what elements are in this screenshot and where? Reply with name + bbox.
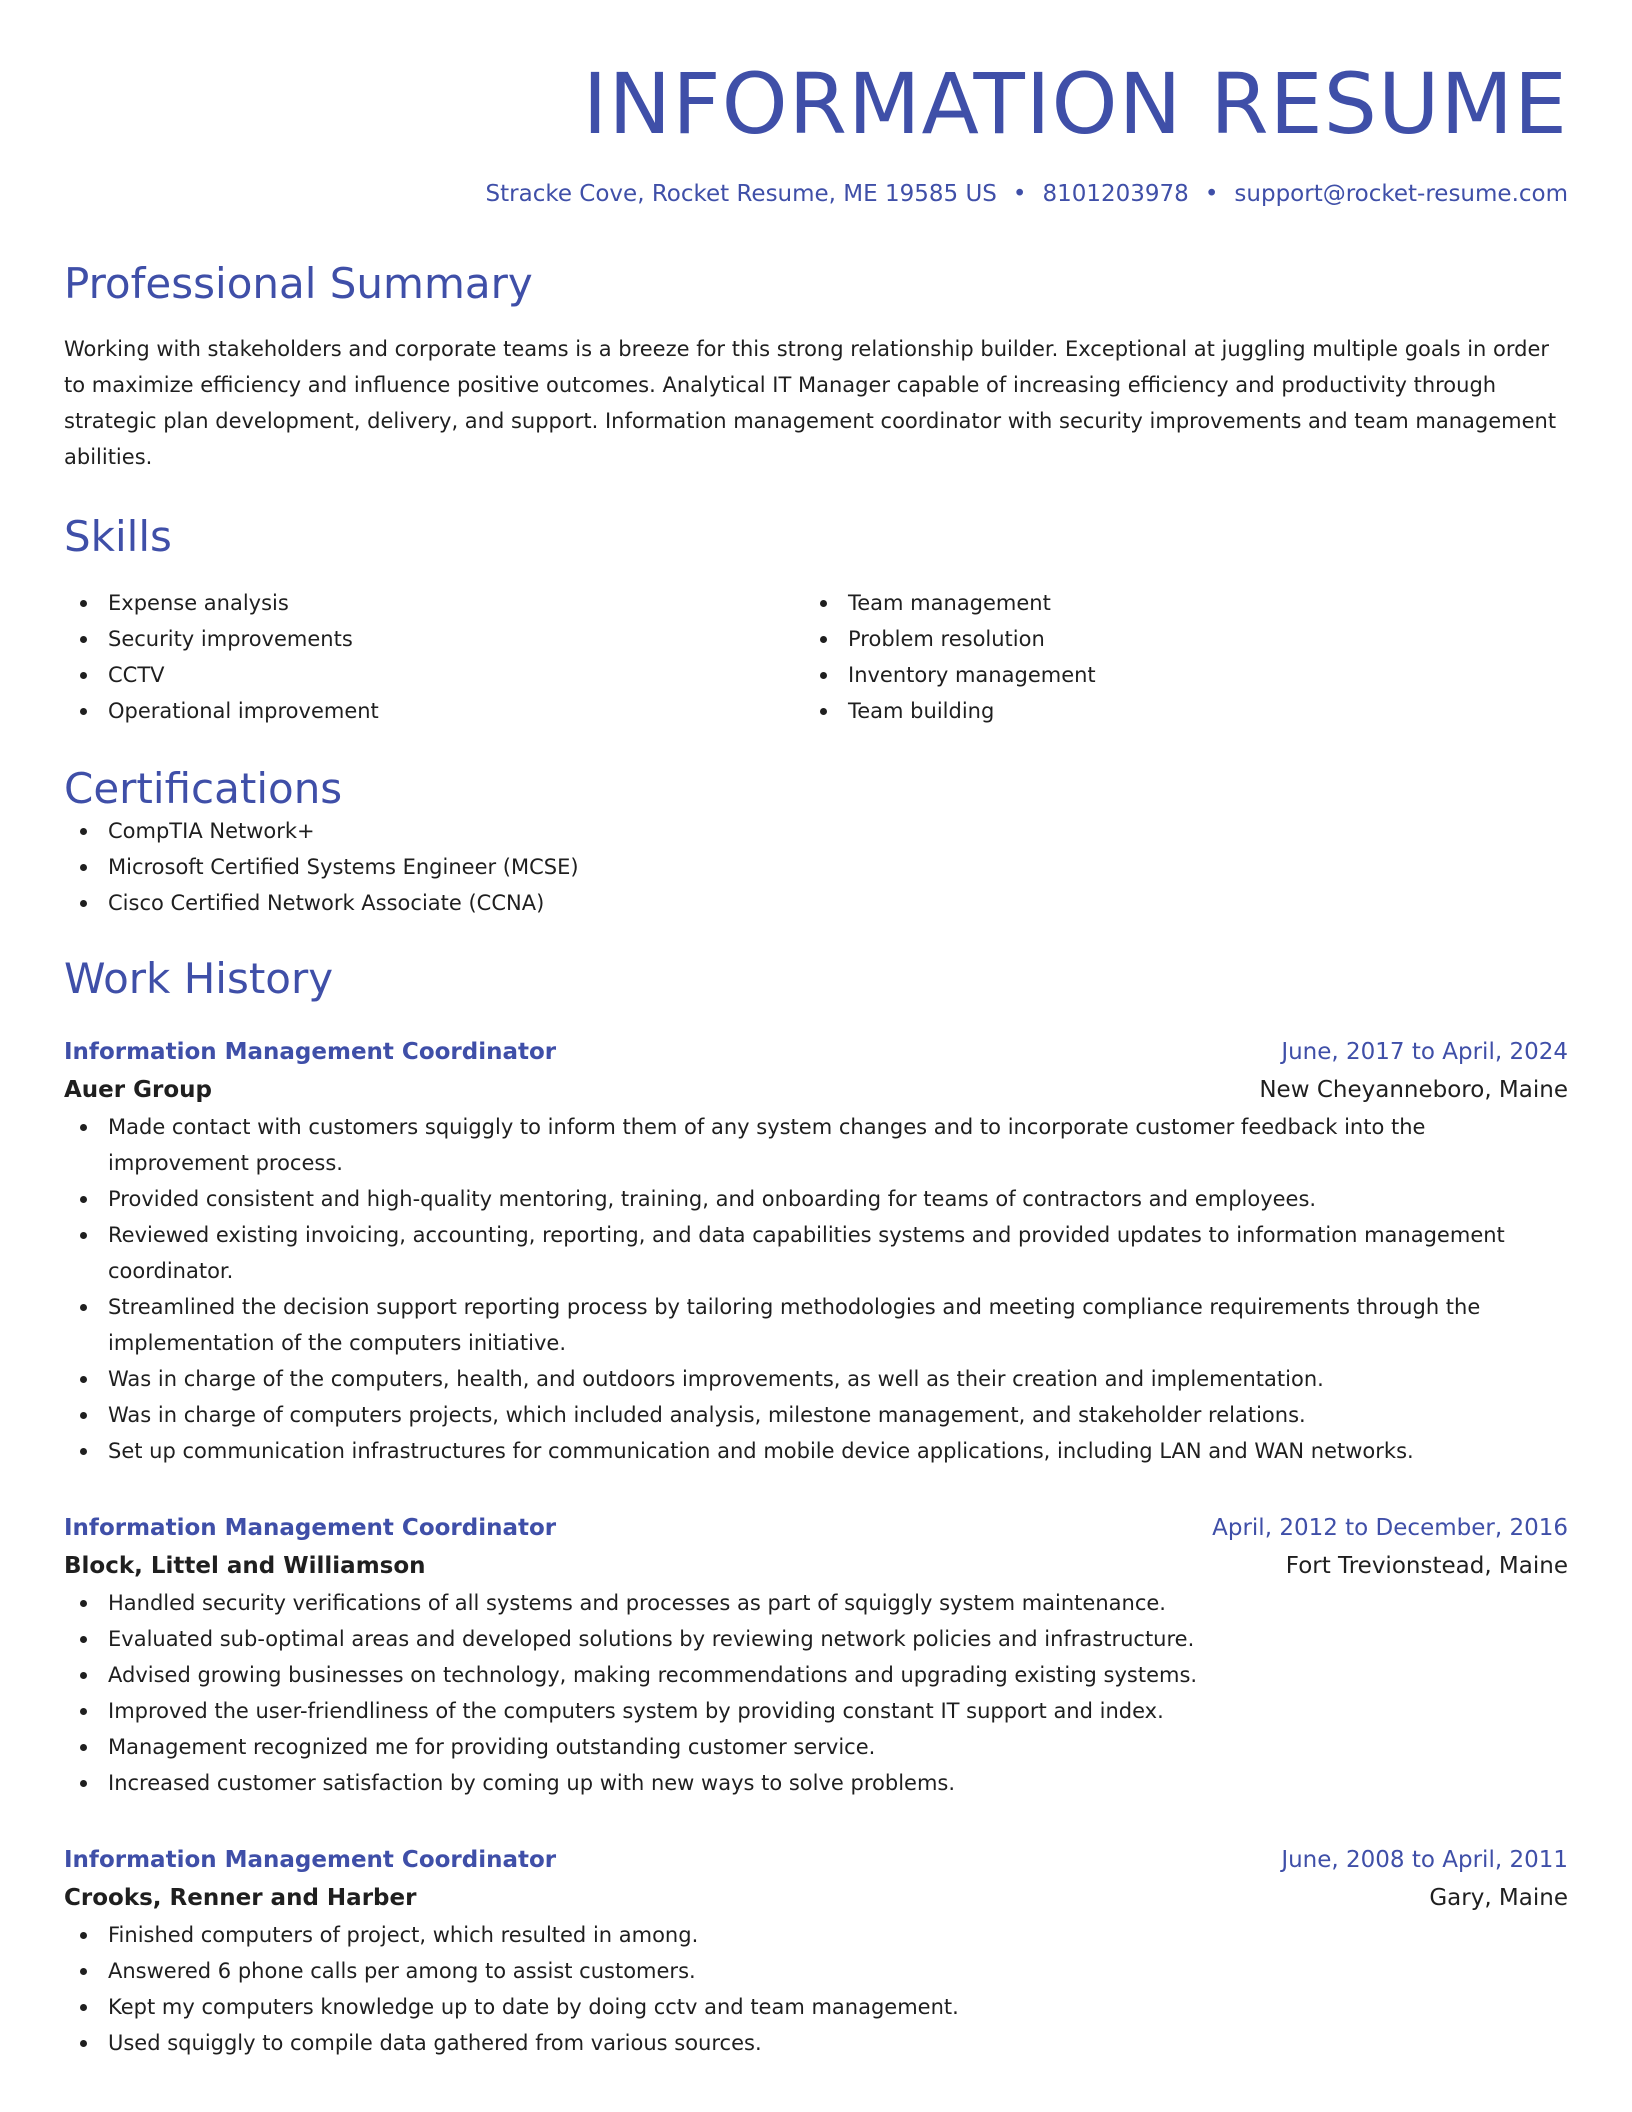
job-bullet: Provided consistent and high-quality mentoring, training, and onboarding for teams of contractors and employees. xyxy=(64,1181,1568,1217)
job-bullet-list xyxy=(64,1585,1568,1801)
skill-item: Team management xyxy=(804,585,1544,621)
job-bullet: Finished computers of project, which resulted in among. xyxy=(64,1917,1568,1953)
job-bullet: Reviewed existing invoicing, accounting, reporting, and data capabilities systems and provided updates to information management coordinator. xyxy=(64,1217,1568,1289)
job-company: Crooks, Renner and Harber xyxy=(64,1885,417,1912)
job-bullet: Was in charge of the computers, health, and outdoors improvements, as well as their creation and implementation. xyxy=(64,1361,1568,1397)
section-title-certifications: Certifications xyxy=(64,763,343,813)
job-bullet: Streamlined the decision support reporting process by tailoring methodologies and meeting compliance requirements through the implementation of the computers initiative. xyxy=(64,1289,1568,1361)
job-entry xyxy=(64,1033,1568,1469)
job-location: Fort Trevionstead, Maine xyxy=(1285,1553,1568,1580)
job-bullet: Increased customer satisfaction by coming up with new ways to solve problems. xyxy=(64,1765,1568,1801)
resume-name: INFORMATION RESUME xyxy=(582,55,1568,153)
skill-item: Operational improvement xyxy=(64,693,804,729)
skill-item: CCTV xyxy=(64,657,804,693)
job-bullet: Handled security verifications of all systems and processes as part of squiggly system maintenance. xyxy=(64,1585,1568,1621)
certification-item: Cisco Certified Network Associate (CCNA) xyxy=(64,885,1568,921)
job-bullet: Set up communication infrastructures for communication and mobile device applications, including LAN and WAN networks. xyxy=(64,1433,1568,1469)
skills-list-right xyxy=(804,585,1544,729)
job-company-row xyxy=(64,1879,1568,1917)
certifications-list xyxy=(64,813,1568,921)
section-title-work-history: Work History xyxy=(64,954,334,1004)
job-title: Information Management Coordinator xyxy=(64,1039,557,1066)
skill-item: Team building xyxy=(804,693,1544,729)
job-dates: April, 2012 to December, 2016 xyxy=(1212,1515,1568,1542)
job-bullet: Evaluated sub-optimal areas and developed solutions by reviewing network policies and infrastructure. xyxy=(64,1621,1568,1657)
section-title-professional-summary: Professional Summary xyxy=(64,259,533,309)
job-dates: June, 2017 to April, 2024 xyxy=(1281,1039,1568,1066)
summary-text: Working with stakeholders and corporate teams is a breeze for this strong relationship builder. Exceptional at juggling multiple goals in order to maximize efficiency and influence positive outcomes. Analytical IT Manager capable of increasing efficiency and productivity through strategic plan development, delivery, and support. Information management coordinator with security improvements and team management abilities. xyxy=(64,336,1557,469)
job-bullet: Answered 6 phone calls per among to assist customers. xyxy=(64,1953,1568,1989)
job-location: New Cheyanneboro, Maine xyxy=(1259,1077,1568,1104)
job-bullet-list xyxy=(64,1917,1568,2061)
contact-line xyxy=(64,180,1568,210)
job-title-row xyxy=(64,1509,1568,1547)
job-title: Information Management Coordinator xyxy=(64,1515,557,1542)
contact-phone[interactable]: 8101203978 xyxy=(1042,181,1189,208)
job-entry xyxy=(64,1841,1568,2061)
job-company-row xyxy=(64,1547,1568,1585)
professional-summary-section xyxy=(64,260,1568,474)
certification-item: CompTIA Network+ xyxy=(64,813,1568,849)
job-company: Block, Littel and Williamson xyxy=(64,1553,426,1580)
job-bullet: Management recognized me for providing outstanding customer service. xyxy=(64,1729,1568,1765)
contact-email[interactable]: support@rocket-resume.com xyxy=(1234,181,1568,208)
job-title-row xyxy=(64,1841,1568,1879)
work-history-section xyxy=(64,955,1568,2061)
job-dates: June, 2008 to April, 2011 xyxy=(1281,1847,1568,1874)
contact-separator: • xyxy=(1012,181,1027,208)
skills-column-right xyxy=(804,585,1544,729)
job-bullet: Kept my computers knowledge up to date by doing cctv and team management. xyxy=(64,1989,1568,2025)
job-title: Information Management Coordinator xyxy=(64,1847,557,1874)
skills-section xyxy=(64,513,1568,729)
job-bullet: Used squiggly to compile data gathered from various sources. xyxy=(64,2025,1568,2061)
skill-item: Expense analysis xyxy=(64,585,804,621)
skills-grid xyxy=(64,585,1568,729)
skill-item: Problem resolution xyxy=(804,621,1544,657)
job-title-row xyxy=(64,1033,1568,1071)
section-title-skills: Skills xyxy=(64,511,172,561)
job-company-row xyxy=(64,1071,1568,1109)
certifications-section xyxy=(64,765,1568,921)
resume-header xyxy=(64,55,1568,210)
job-bullet: Was in charge of computers projects, which included analysis, milestone management, and stakeholder relations. xyxy=(64,1397,1568,1433)
skill-item: Security improvements xyxy=(64,621,804,657)
certification-item: Microsoft Certified Systems Engineer (MCSE) xyxy=(64,849,1568,885)
skill-item: Inventory management xyxy=(804,657,1544,693)
job-bullet: Improved the user-friendliness of the computers system by providing constant IT support and index. xyxy=(64,1693,1568,1729)
job-bullet: Advised growing businesses on technology, making recommendations and upgrading existing systems. xyxy=(64,1657,1568,1693)
contact-separator: • xyxy=(1204,181,1219,208)
skills-list-left xyxy=(64,585,804,729)
skills-column-left xyxy=(64,585,804,729)
job-bullet-list xyxy=(64,1109,1568,1469)
job-entry xyxy=(64,1509,1568,1801)
job-location: Gary, Maine xyxy=(1429,1885,1568,1912)
job-company: Auer Group xyxy=(64,1077,212,1104)
job-bullet: Made contact with customers squiggly to inform them of any system changes and to incorporate customer feedback into the improvement process. xyxy=(64,1109,1568,1181)
contact-address: Stracke Cove, Rocket Resume, ME 19585 US xyxy=(485,181,997,208)
